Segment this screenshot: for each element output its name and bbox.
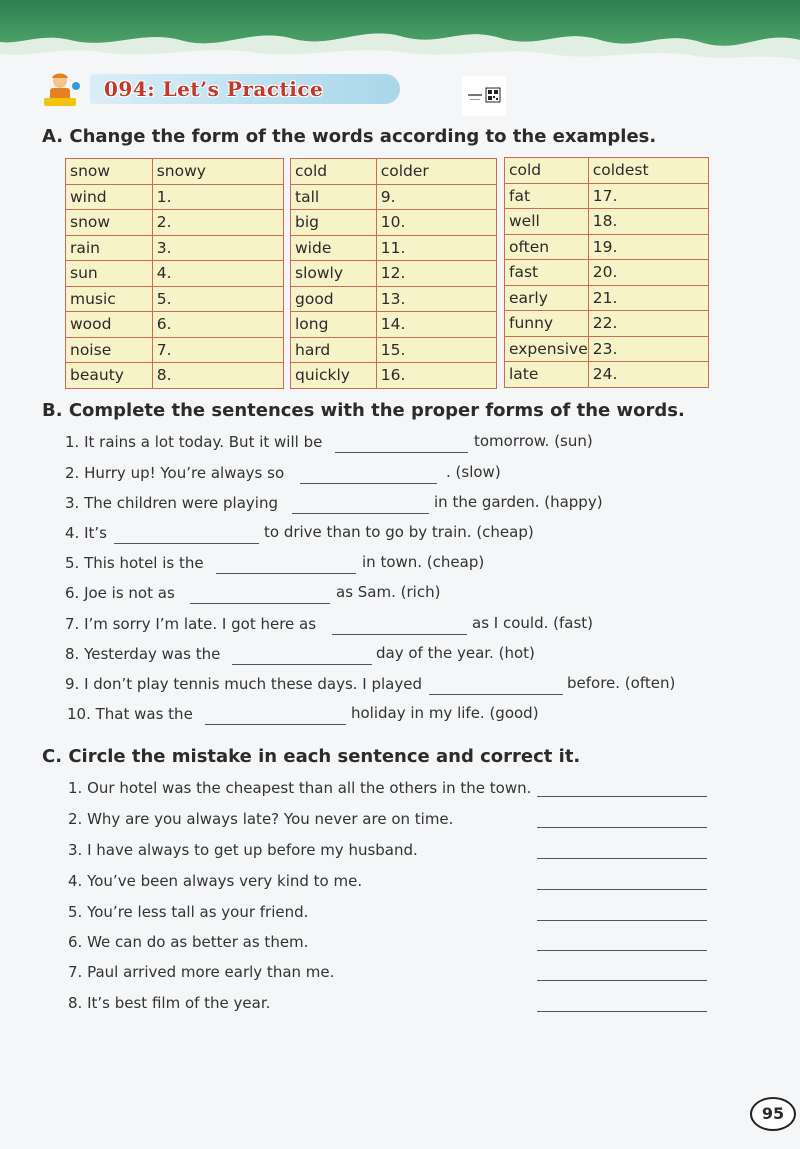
answer-cell[interactable]: 15. xyxy=(376,337,496,363)
table-row xyxy=(505,158,709,184)
base-word-cell: rain xyxy=(66,235,153,261)
answer-cell[interactable]: 19. xyxy=(588,234,708,260)
answer-cell[interactable]: 24. xyxy=(588,362,708,388)
answer-cell[interactable]: 2. xyxy=(152,210,283,236)
table-row xyxy=(505,209,709,235)
table-row xyxy=(505,183,709,209)
answer-cell[interactable]: 16. xyxy=(376,363,496,389)
answer-cell[interactable]: 7. xyxy=(152,337,283,363)
sentence-text-end: . (slow) xyxy=(446,463,501,481)
answer-cell[interactable]: 3. xyxy=(152,235,283,261)
word-table-1 xyxy=(65,158,284,389)
table-row xyxy=(291,235,497,261)
table-row xyxy=(66,210,284,236)
answer-blank[interactable] xyxy=(335,452,468,453)
table-row xyxy=(291,363,497,389)
answer-cell[interactable]: 23. xyxy=(588,336,708,362)
base-word-cell: funny xyxy=(505,311,589,337)
sentence-text-end: tomorrow. (sun) xyxy=(474,432,593,450)
answer-cell[interactable]: 18. xyxy=(588,209,708,235)
sentence-text: 8. Yesterday was the xyxy=(65,645,221,663)
sentence-text: 3. The children were playing xyxy=(65,494,278,512)
mistake-sentence: 5. You’re less tall as your friend. xyxy=(68,903,309,921)
base-word-cell: long xyxy=(291,312,377,338)
answer-blank[interactable] xyxy=(429,694,563,695)
answer-cell[interactable]: 17. xyxy=(588,183,708,209)
answer-cell[interactable]: 21. xyxy=(588,285,708,311)
sentence-text-end: before. (often) xyxy=(567,674,676,692)
table-row xyxy=(291,286,497,312)
base-word-cell: big xyxy=(291,210,377,236)
table-row xyxy=(66,312,284,338)
base-word-cell: beauty xyxy=(66,363,153,389)
base-word-cell: slowly xyxy=(291,261,377,287)
table-row xyxy=(66,159,284,185)
answer-cell[interactable]: 11. xyxy=(376,235,496,261)
correction-blank[interactable] xyxy=(537,980,707,981)
sentence-text-end: as Sam. (rich) xyxy=(336,583,441,601)
answer-blank[interactable] xyxy=(332,634,467,635)
table-row xyxy=(505,234,709,260)
table-row xyxy=(505,336,709,362)
base-word-cell: sun xyxy=(66,261,153,287)
base-word-cell: wood xyxy=(66,312,153,338)
answer-cell[interactable]: 13. xyxy=(376,286,496,312)
base-word-cell: wind xyxy=(66,184,153,210)
answer-cell[interactable]: colder xyxy=(376,159,496,185)
sentence-text: 10. That was the xyxy=(67,705,193,723)
table-row xyxy=(505,285,709,311)
sentence-text-end: holiday in my life. (good) xyxy=(351,704,539,722)
word-table-3 xyxy=(504,157,709,388)
sentence-text: 2. Hurry up! You’re always so xyxy=(65,464,285,482)
table-row xyxy=(291,337,497,363)
table-row xyxy=(505,260,709,286)
section-banner xyxy=(40,68,380,108)
mistake-sentence: 8. It’s best film of the year. xyxy=(68,994,271,1012)
table-row xyxy=(66,235,284,261)
correction-blank[interactable] xyxy=(537,1011,707,1012)
answer-cell[interactable]: 5. xyxy=(152,286,283,312)
base-word-cell: music xyxy=(66,286,153,312)
correction-blank[interactable] xyxy=(537,796,707,797)
base-word-cell: good xyxy=(291,286,377,312)
answer-cell[interactable]: 6. xyxy=(152,312,283,338)
sentence-text: 6. Joe is not as xyxy=(65,584,175,602)
mistake-sentence: 1. Our hotel was the cheapest than all the others in the town. xyxy=(68,779,532,797)
section-b-heading: B. Complete the sentences with the proper forms of the words. xyxy=(42,400,685,421)
correction-blank[interactable] xyxy=(537,827,707,828)
answer-blank[interactable] xyxy=(205,724,346,725)
answer-cell[interactable]: 9. xyxy=(376,184,496,210)
top-green-band xyxy=(0,0,800,70)
sentence-text-end: day of the year. (hot) xyxy=(376,644,535,662)
base-word-cell: expensive xyxy=(505,336,589,362)
mistake-sentence: 6. We can do as better as them. xyxy=(68,933,309,951)
answer-cell[interactable]: 4. xyxy=(152,261,283,287)
table-row xyxy=(505,362,709,388)
correction-blank[interactable] xyxy=(537,920,707,921)
answer-cell[interactable]: snowy xyxy=(152,159,283,185)
sentence-text-end: as I could. (fast) xyxy=(472,614,593,632)
table-row xyxy=(291,184,497,210)
base-word-cell: early xyxy=(505,285,589,311)
mistake-sentence: 4. You’ve been always very kind to me. xyxy=(68,872,363,890)
answer-cell[interactable]: 1. xyxy=(152,184,283,210)
qr-code-icon xyxy=(462,76,506,116)
base-word-cell: fast xyxy=(505,260,589,286)
sentence-text: 1. It rains a lot today. But it will be xyxy=(65,433,323,451)
answer-blank[interactable] xyxy=(292,513,429,514)
sentence-text: 7. I’m sorry I’m late. I got here as xyxy=(65,615,317,633)
table-row xyxy=(291,159,497,185)
answer-cell[interactable]: 8. xyxy=(152,363,283,389)
answer-blank[interactable] xyxy=(216,573,356,574)
answer-cell[interactable]: coldest xyxy=(588,158,708,184)
sentence-text: 9. I don’t play tennis much these days. I played xyxy=(65,675,423,693)
base-word-cell: late xyxy=(505,362,589,388)
base-word-cell: hard xyxy=(291,337,377,363)
table-row xyxy=(66,363,284,389)
table-row xyxy=(505,311,709,337)
base-word-cell: wide xyxy=(291,235,377,261)
mistake-sentence: 7. Paul arrived more early than me. xyxy=(68,963,335,981)
sentence-text-end: in the garden. (happy) xyxy=(434,493,603,511)
answer-cell[interactable]: 12. xyxy=(376,261,496,287)
table-row xyxy=(291,261,497,287)
answer-cell[interactable]: 22. xyxy=(588,311,708,337)
correction-blank[interactable] xyxy=(537,889,707,890)
mistake-sentence: 2. Why are you always late? You never are on time. xyxy=(68,810,454,828)
base-word-cell: snow xyxy=(66,159,153,185)
table-row xyxy=(291,312,497,338)
table-row xyxy=(66,261,284,287)
answer-cell[interactable]: 20. xyxy=(588,260,708,286)
correction-blank[interactable] xyxy=(537,950,707,951)
sentence-text-end: in town. (cheap) xyxy=(362,553,485,571)
section-a-heading: A. Change the form of the words according to the examples. xyxy=(42,126,657,147)
table-row xyxy=(291,210,497,236)
base-word-cell: quickly xyxy=(291,363,377,389)
correction-blank[interactable] xyxy=(537,858,707,859)
base-word-cell: often xyxy=(505,234,589,260)
answer-blank[interactable] xyxy=(232,664,372,665)
answer-blank[interactable] xyxy=(114,543,259,544)
answer-blank[interactable] xyxy=(190,603,330,604)
base-word-cell: noise xyxy=(66,337,153,363)
page-title: 094: Let’s Practice xyxy=(104,77,324,101)
base-word-cell: tall xyxy=(291,184,377,210)
page-number: 95 xyxy=(750,1097,796,1131)
sentence-text: 5. This hotel is the xyxy=(65,554,204,572)
base-word-cell: fat xyxy=(505,183,589,209)
section-c-heading: C. Circle the mistake in each sentence and correct it. xyxy=(42,746,581,767)
table-row xyxy=(66,184,284,210)
base-word-cell: well xyxy=(505,209,589,235)
table-row xyxy=(66,286,284,312)
answer-cell[interactable]: 14. xyxy=(376,312,496,338)
reading-kid-icon xyxy=(40,72,84,108)
answer-cell[interactable]: 10. xyxy=(376,210,496,236)
sentence-text: 4. It’s xyxy=(65,524,107,542)
mistake-sentence: 3. I have always to get up before my husband. xyxy=(68,841,418,859)
base-word-cell: snow xyxy=(66,210,153,236)
word-table-2 xyxy=(290,158,497,389)
table-row xyxy=(66,337,284,363)
answer-blank[interactable] xyxy=(300,483,437,484)
base-word-cell: cold xyxy=(505,158,589,184)
sentence-text-end: to drive than to go by train. (cheap) xyxy=(264,523,534,541)
base-word-cell: cold xyxy=(291,159,377,185)
